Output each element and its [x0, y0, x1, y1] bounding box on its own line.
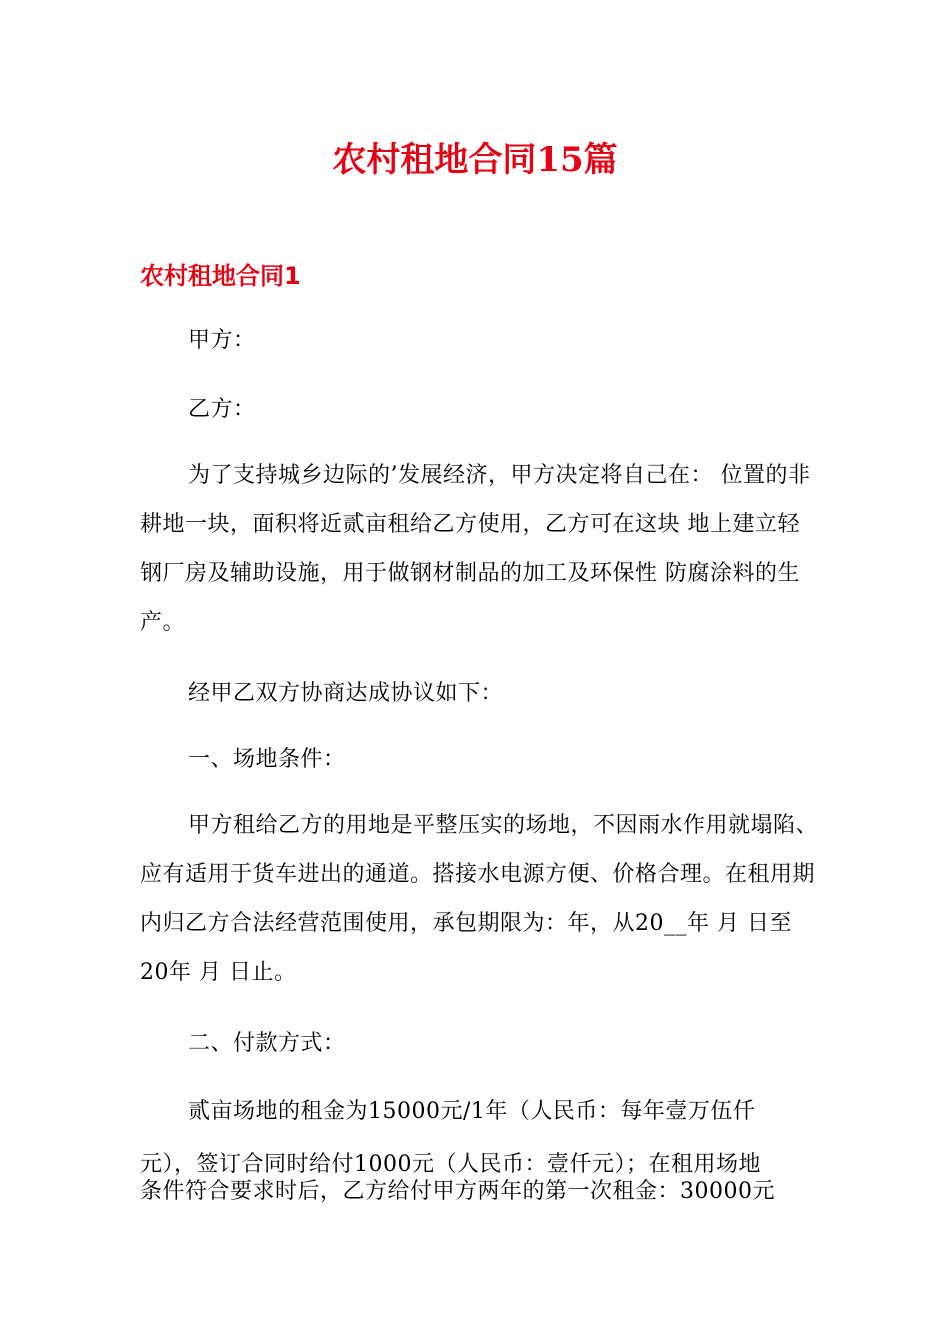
party-b-label: 乙方：	[188, 397, 256, 422]
clause-2-line-1: 贰亩场地的租金为15000元/1年（人民币：每年壹万伍仟	[188, 1099, 756, 1124]
section-heading: 农村租地合同1	[140, 262, 301, 290]
clause-1-body: 甲方租给乙方的用地是平整压实的场地，不因雨水作用就塌陷、应有适用于货车进出的通道。搭接水电源方便、价格合理。在租用期内归乙方合法经营范围使用，承包期限为：年，从20__年 月 日至20年 月 日止。	[140, 813, 819, 985]
clause-1-title: 一、场地条件：	[188, 747, 346, 772]
agreement-statement: 经甲乙双方协商达成协议如下：	[188, 681, 504, 706]
party-a-label: 甲方：	[188, 328, 256, 353]
document-title: 农村租地合同15篇	[332, 140, 618, 180]
clause-2-title: 二、付款方式：	[188, 1031, 346, 1056]
clause-2-line-3: 条件符合要求时后，乙方给付甲方两年的第一次租金：30000元	[140, 1179, 775, 1204]
intro-paragraph: 为了支持城乡边际的’发展经济，甲方决定将自己在： 位置的非耕地一块，面积将近贰亩租给乙方使用，乙方可在这块 地上建立轻钢厂房及辅助设施，用于做钢材制品的加工及环保性 防腐涂料的生产。	[140, 463, 811, 635]
clause-2-line-2: 元），签订合同时给付1000元（人民币：壹仟元）；在租用场地	[140, 1152, 761, 1177]
